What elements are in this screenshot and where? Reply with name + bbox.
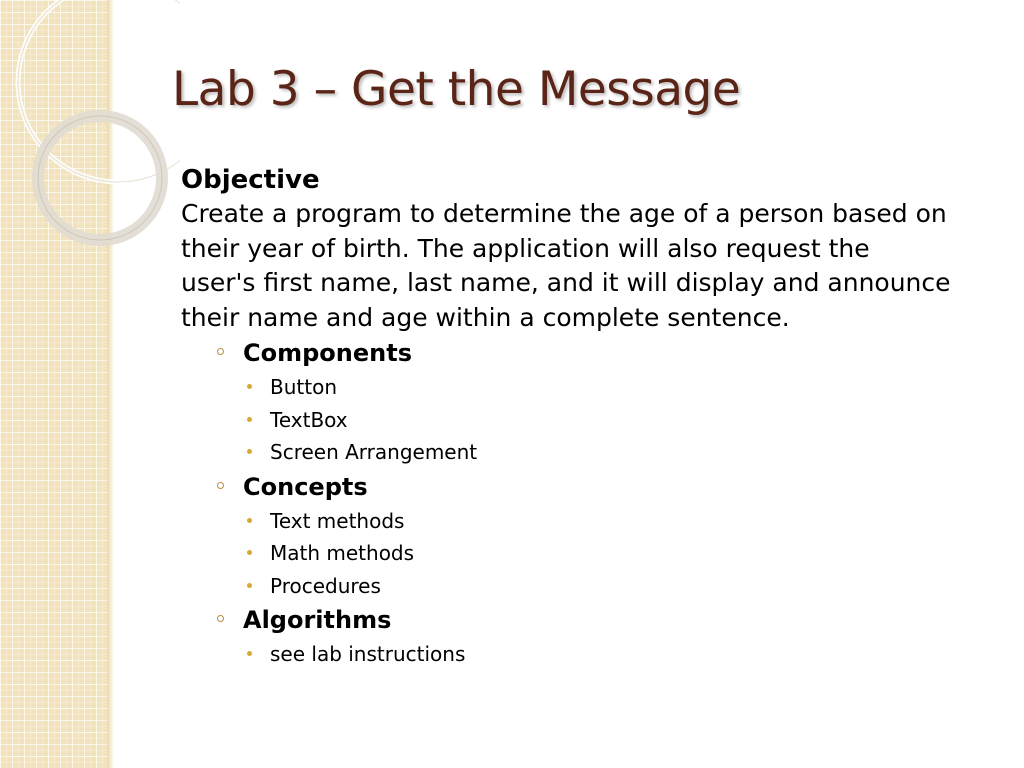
list-item-text: Screen Arrangement — [270, 440, 478, 464]
section-heading — [214, 469, 971, 505]
list-item-text: see lab instructions — [270, 642, 466, 666]
section-item-list — [214, 638, 971, 671]
slide-title: Lab 3 – Get the Message — [172, 62, 741, 117]
section-item-list — [214, 371, 971, 469]
objective-text: Create a program to determine the age of a person based on their year of birth. The application will also request the user's first name, last name, and it will display and announce their name and age within a complete sentence. — [181, 199, 951, 332]
section-heading — [214, 602, 971, 638]
decorative-rings — [0, 0, 180, 260]
list-item-text: Procedures — [270, 573, 381, 598]
list-item-text: Button — [270, 375, 337, 399]
dot-bullet-icon — [247, 518, 252, 523]
dot-bullet-icon — [247, 417, 252, 422]
dot-bullet-icon — [247, 583, 252, 588]
list-item — [214, 371, 971, 404]
dot-bullet-icon — [247, 449, 252, 454]
list-item-text: TextBox — [270, 407, 348, 432]
list-item — [214, 537, 971, 570]
section-heading-text: Concepts — [243, 472, 368, 501]
objective-heading: Objective — [181, 165, 320, 195]
section-concepts — [214, 469, 971, 603]
ring-bullet-icon — [217, 348, 224, 355]
list-item — [214, 436, 971, 469]
dot-bullet-icon — [247, 550, 252, 555]
list-item — [214, 404, 971, 437]
dot-bullet-icon — [247, 651, 252, 656]
section-item-list — [214, 505, 971, 603]
section-algorithms — [214, 602, 971, 671]
list-item-text: Text methods — [270, 508, 405, 533]
dot-bullet-icon — [247, 384, 252, 389]
ring-bullet-icon — [217, 482, 224, 489]
list-item — [214, 505, 971, 538]
section-heading-text: Algorithms — [243, 606, 392, 634]
list-item — [214, 638, 971, 671]
section-heading — [214, 335, 971, 371]
section-heading-text: Components — [243, 339, 412, 367]
ring-bullet-icon — [217, 615, 224, 622]
list-item-text: Math methods — [270, 541, 415, 565]
section-components — [214, 335, 971, 469]
slide-content — [181, 163, 971, 671]
list-item — [214, 570, 971, 603]
